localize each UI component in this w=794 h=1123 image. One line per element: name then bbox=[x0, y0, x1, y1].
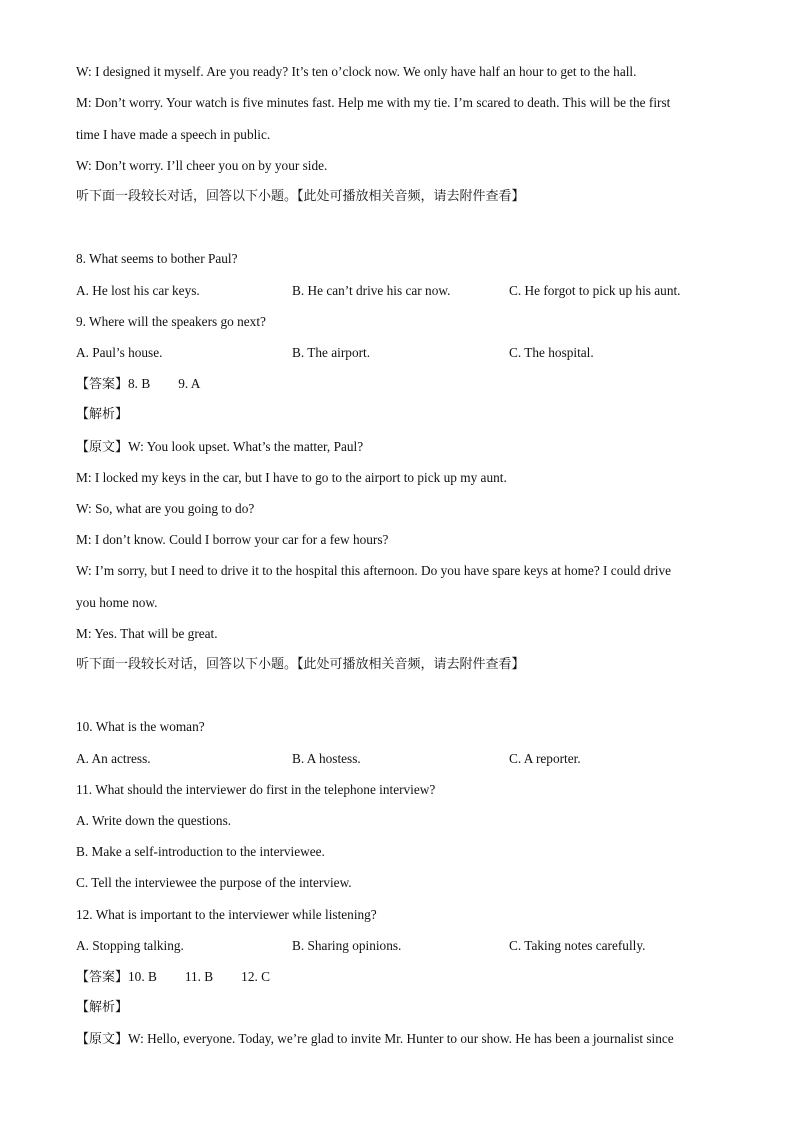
question-9: 9. Where will the speakers go next? bbox=[76, 314, 266, 329]
q10-option-b: B. A hostess. bbox=[292, 751, 361, 766]
transcript-text: W: Hello, everyone. Today, we’re glad to invite Mr. Hunter to our show. He has been a journalist since bbox=[128, 1031, 674, 1046]
dialogue-line: W: I designed it myself. Are you ready? It’s ten o’clock now. We only have half an hour to get to the hall. bbox=[76, 64, 637, 79]
question-12: 12. What is important to the interviewer while listening? bbox=[76, 907, 377, 922]
q10-option-c: C. A reporter. bbox=[509, 751, 581, 766]
dialogue-line: M: Don’t worry. Your watch is five minutes fast. Help me with my tie. I’m scared to death. This will be the first bbox=[76, 95, 671, 110]
analysis-label: 【解析】 bbox=[76, 1000, 129, 1015]
answer-11: 11. B bbox=[184, 969, 214, 984]
q11-option-b: B. Make a self-introduction to the interviewee. bbox=[76, 844, 325, 859]
q9-option-a: A. Paul’s house. bbox=[76, 345, 163, 360]
answer-label: 【答案】 bbox=[76, 377, 129, 392]
q10-option-a: A. An actress. bbox=[76, 751, 151, 766]
q8-option-a: A. He lost his car keys. bbox=[76, 283, 200, 298]
analysis-label: 【解析】 bbox=[76, 407, 129, 422]
dialogue-line: W: Don’t worry. I’ll cheer you on by your side. bbox=[76, 158, 328, 173]
dialogue-line: time I have made a speech in public. bbox=[76, 127, 271, 142]
answer-10: 10. B bbox=[128, 969, 157, 984]
transcript-line bbox=[76, 438, 726, 457]
answer-9: 9. A bbox=[178, 376, 201, 391]
q12-option-b: B. Sharing opinions. bbox=[292, 938, 402, 953]
question-10: 10. What is the woman? bbox=[76, 719, 205, 734]
question-8: 8. What seems to bother Paul? bbox=[76, 251, 238, 266]
dialogue-line: W: So, what are you going to do? bbox=[76, 501, 255, 516]
q12-option-a: A. Stopping talking. bbox=[76, 938, 184, 953]
transcript-label: 【原文】 bbox=[76, 440, 129, 455]
q11-option-c: C. Tell the interviewee the purpose of the interview. bbox=[76, 875, 352, 890]
dialogue-line: you home now. bbox=[76, 595, 158, 610]
q12-option-c: C. Taking notes carefully. bbox=[509, 938, 646, 953]
question-11: 11. What should the interviewer do first in the telephone interview? bbox=[76, 782, 436, 797]
section-instruction: 听下面一段较长对话，回答以下小题。【此处可播放相关音频，请去附件查看】 bbox=[76, 657, 525, 672]
dialogue-line: M: I locked my keys in the car, but I have to go to the airport to pick up my aunt. bbox=[76, 470, 507, 485]
q9-option-b: B. The airport. bbox=[292, 345, 371, 360]
q8-option-c: C. He forgot to pick up his aunt. bbox=[509, 283, 681, 298]
answer-12: 12. C bbox=[241, 969, 270, 984]
transcript-text: W: You look upset. What’s the matter, Paul? bbox=[128, 439, 364, 454]
section-instruction: 听下面一段较长对话，回答以下小题。【此处可播放相关音频，请去附件查看】 bbox=[76, 189, 525, 204]
dialogue-line: W: I’m sorry, but I need to drive it to the hospital this afternoon. Do you have spare keys at home? I could drive bbox=[76, 563, 671, 578]
answer-line bbox=[76, 375, 726, 394]
q11-option-a: A. Write down the questions. bbox=[76, 813, 232, 828]
answer-8: 8. B bbox=[128, 376, 151, 391]
answer-label: 【答案】 bbox=[76, 970, 129, 985]
transcript-label: 【原文】 bbox=[76, 1032, 129, 1047]
answer-line bbox=[76, 968, 726, 987]
transcript-line bbox=[76, 1030, 726, 1049]
dialogue-line: M: I don’t know. Could I borrow your car for a few hours? bbox=[76, 532, 389, 547]
q9-option-c: C. The hospital. bbox=[509, 345, 594, 360]
q8-option-b: B. He can’t drive his car now. bbox=[292, 283, 451, 298]
dialogue-line: M: Yes. That will be great. bbox=[76, 626, 218, 641]
